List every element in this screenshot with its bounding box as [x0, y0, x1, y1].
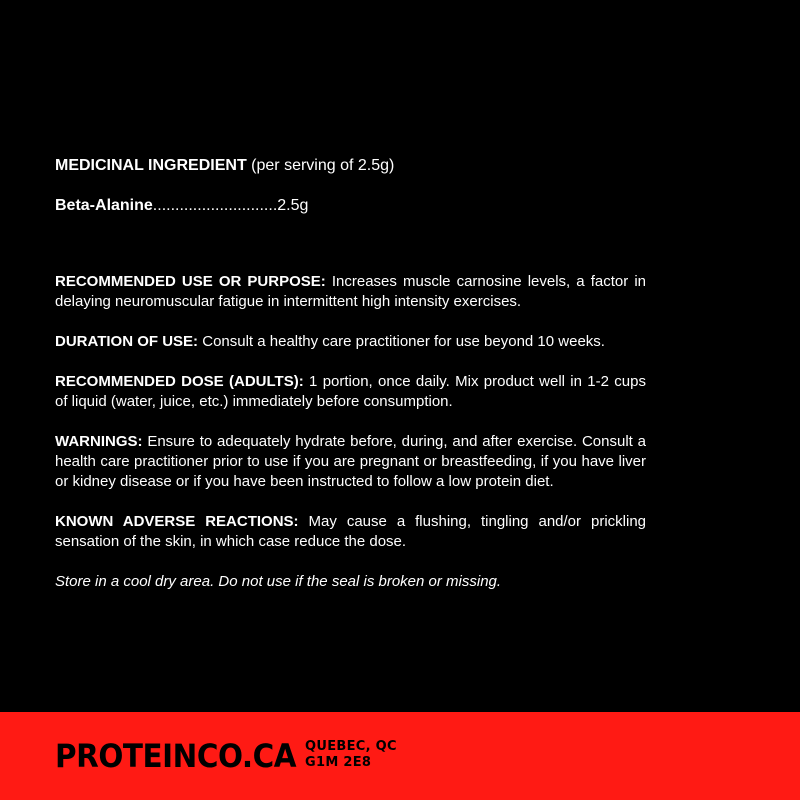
section-title: WARNINGS:	[55, 433, 143, 450]
serving-size-note: (per serving of 2.5g)	[246, 157, 395, 174]
ingredient-line	[55, 194, 646, 218]
supplement-label-panel	[55, 154, 646, 592]
section-text: Ensure to adequately hydrate before, during, and after exercise. Consult a health care practitioner prior to use if you are pregnant or breastfeeding, if you have liver or kidney disease or if you have been instructed to follow a low protein diet.	[55, 433, 646, 490]
section-recommended-use	[55, 272, 646, 312]
medicinal-heading-title: MEDICINAL INGREDIENT	[55, 157, 247, 174]
section-text: Consult a healthy care practitioner for use beyond 10 weeks.	[198, 333, 605, 350]
section-title: RECOMMENDED DOSE (ADULTS):	[55, 373, 304, 390]
section-recommended-dose	[55, 372, 646, 412]
ingredient-leader-dots: ............................	[152, 197, 278, 214]
section-title: KNOWN ADVERSE REACTIONS:	[55, 513, 299, 530]
ingredient-name: Beta-Alanine	[55, 197, 153, 214]
section-text: Increases muscle carnosine levels, a factor in delaying neuromuscular fatigue in intermittent high intensity exercises.	[55, 273, 646, 310]
storage-note: Store in a cool dry area. Do not use if the seal is broken or missing.	[55, 573, 502, 590]
section-title: DURATION OF USE:	[55, 333, 199, 350]
brand-website: PROTEINCO.CA	[55, 737, 297, 775]
footer-bar	[0, 712, 800, 800]
section-text: May cause a flushing, tingling and/or prickling sensation of the skin, in which case reduce the dose.	[55, 513, 646, 550]
address-city: QUEBEC, QC	[305, 739, 397, 754]
section-text: 1 portion, once daily. Mix product well in 1-2 cups of liquid (water, juice, etc.) immediately before consumption.	[55, 373, 646, 410]
section-known-adverse-reactions	[55, 512, 646, 552]
section-warnings	[55, 432, 646, 492]
ingredient-amount: 2.5g	[277, 197, 309, 214]
company-address	[305, 739, 397, 771]
label-sections	[55, 272, 646, 592]
medicinal-ingredient-heading	[55, 154, 646, 178]
section-duration-of-use	[55, 332, 646, 352]
section-title: RECOMMENDED USE OR PURPOSE:	[55, 273, 326, 290]
address-postal-code: G1M 2E8	[305, 755, 372, 770]
